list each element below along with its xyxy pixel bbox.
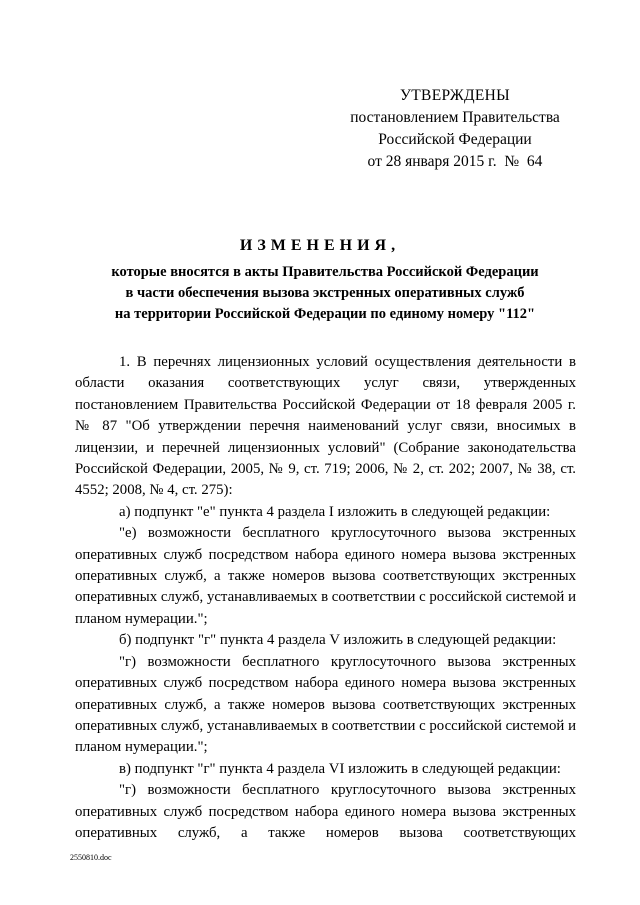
approval-line-2: Российской Федерации — [378, 131, 532, 148]
paragraph-b-text: "г) возможности бесплатного круглосуточного вызова экстренных оперативных служб посредством набора единого номера вызова экстренных оперативных служб, а также номеров вызова соответствующих экстренных оперативных служб, устанавливаемых в соответствии с российской системой и планом нумерации."; — [75, 653, 576, 756]
paragraph-v: в) подпункт "г" пункта 4 раздела VI изложить в следующей редакции: — [119, 760, 561, 777]
document-title: ИЗМЕНЕНИЯ, — [239, 237, 401, 254]
paragraph-a-text: "е) возможности бесплатного круглосуточного вызова экстренных оперативных служб посредством набора единого номера вызова экстренных оперативных служб, а также номеров вызова соответствующих экстренных оперативных служб, устанавливаемых в соответствии с российской системой и планом нумерации."; — [75, 525, 576, 627]
document-subtitle — [60, 262, 590, 325]
subtitle-line-3: на территории Российской Федерации по единому номеру "112" — [114, 306, 536, 322]
approval-line-1: постановлением Правительства — [350, 109, 560, 126]
approval-heading: УТВЕРЖДЕНЫ — [400, 87, 510, 104]
paragraph-b: б) подпункт "г" пункта 4 раздела V изложить в следующей редакции: — [119, 632, 557, 649]
paragraph-1: 1. В перечнях лицензионных условий осуществления деятельности в области оказания соответствующих услуг связи, утвержденных постановлением Правительства Российской Федерации от 18 февраля 2005 г. № 87 "Об утверждении перечня наименований услуг связи, вносимых в лицензии, и перечней лицензионных условий" (Собрание законодательства Российской Федерации, 2005, № 9, ст. 719; 2006, № 2, ст. 202; 2007, № 38, ст. 4552; 2008, № 4, ст. 275): — [75, 354, 576, 499]
subtitle-line-2: в части обеспечения вызова экстренных оперативных служб — [125, 285, 525, 301]
approval-block — [330, 85, 580, 173]
approval-line-3: от 28 января 2015 г. № 64 — [367, 153, 543, 170]
paragraph-a: а) подпункт "е" пункта 4 раздела I изложить в следующей редакции: — [119, 503, 551, 520]
paragraph-v-text: "г) возможности бесплатного круглосуточного вызова экстренных оперативных служб посредством набора единого номера вызова экстренных оперативных служб, а также номеров вызова соответствующих — [75, 782, 576, 841]
footer-filename: 2550810.doc — [70, 853, 112, 862]
subtitle-line-1: которые вносятся в акты Правительства Российской Федерации — [111, 264, 539, 280]
document-body — [75, 352, 576, 844]
